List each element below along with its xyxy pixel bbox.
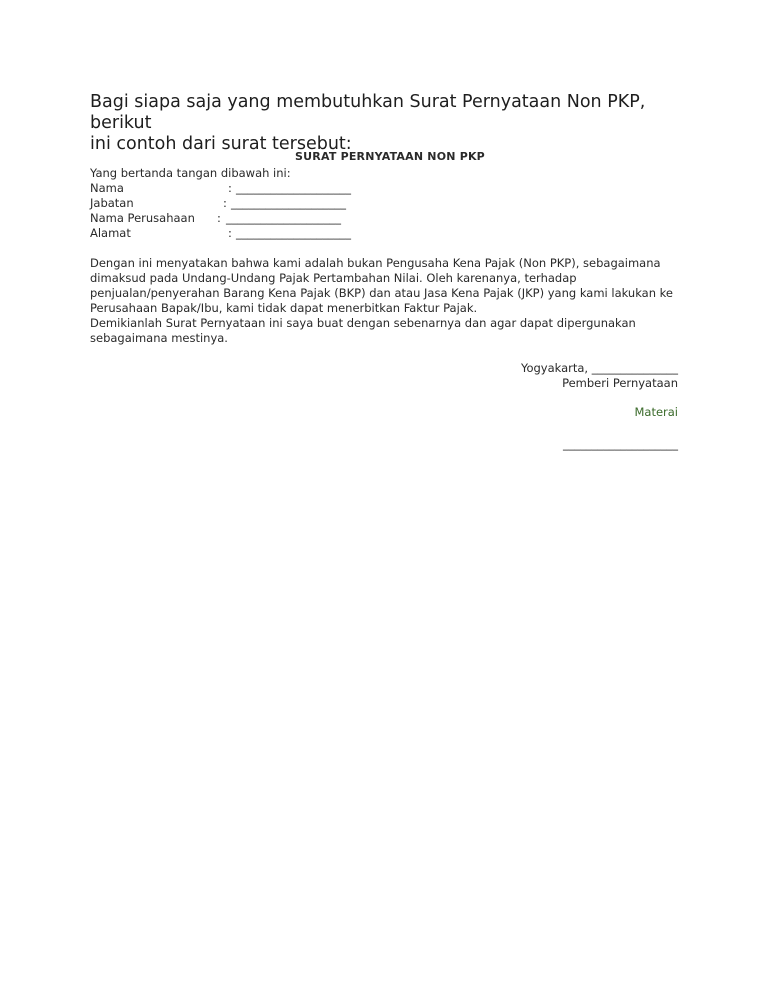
field-blank-line: ____________________ <box>231 196 346 210</box>
body-line: penjualan/penyerahan Barang Kena Pajak (BKP) dan atau Jasa Kena Pajak (JKP) yang kami lakukan ke <box>90 286 673 300</box>
field-jabatan <box>90 196 390 211</box>
field-label: Nama <box>90 181 124 195</box>
body-line: dimaksud pada Undang-Undang Pajak Pertambahan Nilai. Oleh karenanya, terhadap <box>90 271 577 285</box>
field-colon: : <box>217 211 221 225</box>
field-label: Jabatan <box>90 196 134 210</box>
field-colon: : <box>228 181 232 195</box>
letter-body <box>90 256 680 346</box>
identity-fields <box>90 181 390 241</box>
signature-line: ____________________ <box>563 437 678 451</box>
field-colon: : <box>228 226 232 240</box>
letter-opening: Yang bertanda tangan dibawah ini: <box>90 166 291 180</box>
field-label: Nama Perusahaan <box>90 211 195 225</box>
intro-line-1: Bagi siapa saja yang membutuhkan Surat Pernyataan Non PKP, berikut <box>90 92 646 133</box>
field-blank-line: ____________________ <box>236 181 351 195</box>
intro-line-2: ini contoh dari surat tersebut: <box>90 134 352 154</box>
place-date: Yogyakarta, _______________ <box>520 361 678 375</box>
signer-label: Pemberi Pernyataan <box>562 376 678 390</box>
stamp-label: Materai <box>634 405 678 419</box>
field-nama-perusahaan <box>90 211 390 226</box>
body-line: sebagaimana mestinya. <box>90 331 228 345</box>
field-label: Alamat <box>90 226 131 240</box>
field-colon: : <box>223 196 227 210</box>
letter-title: SURAT PERNYATAAN NON PKP <box>295 150 485 163</box>
body-line: Dengan ini menyatakan bahwa kami adalah bukan Pengusaha Kena Pajak (Non PKP), sebagaimana <box>90 256 661 270</box>
field-nama <box>90 181 390 196</box>
body-line: Perusahaan Bapak/Ibu, kami tidak dapat menerbitkan Faktur Pajak. <box>90 301 478 315</box>
field-alamat <box>90 226 390 241</box>
body-line: Demikianlah Surat Pernyataan ini saya buat dengan sebenarnya dan agar dapat dipergunakan <box>90 316 636 330</box>
field-blank-line: ____________________ <box>226 211 341 225</box>
field-blank-line: ____________________ <box>236 226 351 240</box>
intro-heading <box>90 92 680 155</box>
